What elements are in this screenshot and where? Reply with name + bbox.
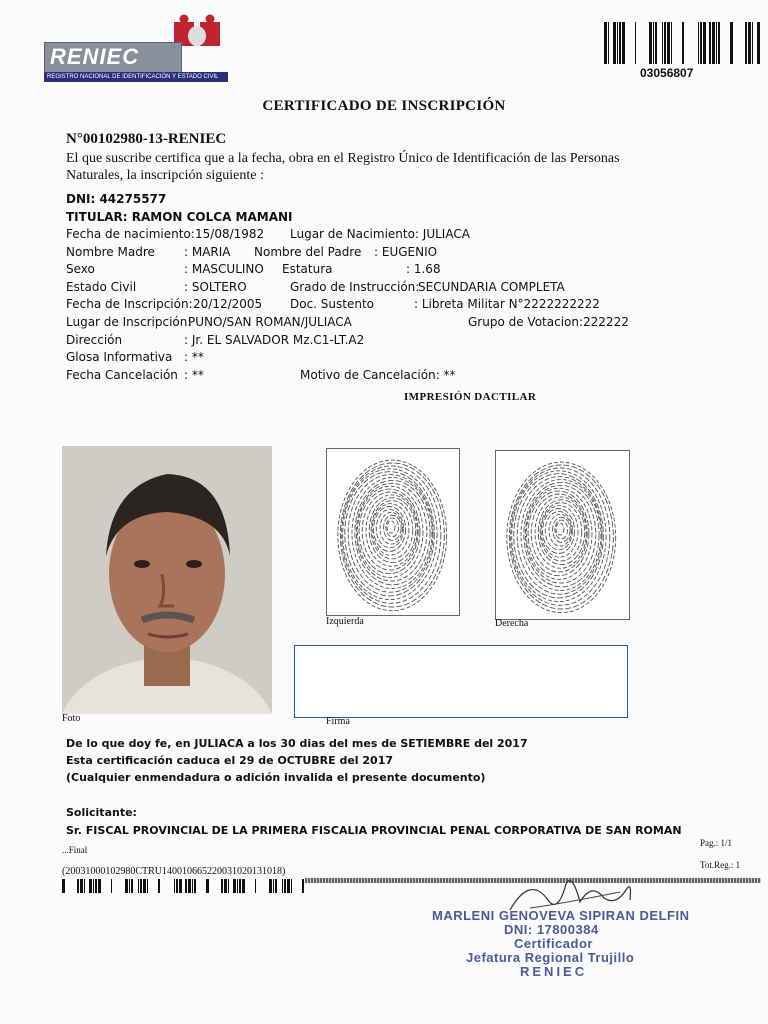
document-title: CERTIFICADO DE INSCRIPCIÓN [262,98,506,114]
declaration-line: De lo que doy fe, en JULIACA a los 30 dias del mes de SETIEMBRE del 2017 [66,737,528,750]
validity-note: (Cualquier enmendadura o adición invalida el presente documento) [66,771,486,784]
expiration-line: Esta certificación caduca el 29 de OCTUBRE del 2017 [66,754,394,767]
sexo-value: : MASCULINO [184,262,264,276]
fingerprint-left-icon [327,449,459,615]
total-records: Tot.Reg.: 1 [700,860,741,870]
final-marker: ...Final [62,845,88,855]
foto-caption: Foto [62,713,81,724]
derecha-caption: Derecha [495,618,529,629]
dni-field: DNI: 44275577 [66,192,167,206]
stamp-org: RENIEC [520,964,588,979]
direccion-value: : Jr. EL SALVADOR Mz.C1-LT.A2 [184,333,365,347]
intro-text: El que suscribe certifica que a la fecha, obra en el Registro Único de Identificación de las Personas Naturales, la inscripción siguiente : [66,151,620,183]
page-indicator: Pag.: 1/1 [700,838,733,848]
barcode-top [604,22,760,64]
holder-photo [62,446,272,714]
lugar-inscripcion-value: PUNO/SAN ROMAN/JULIACA [188,315,352,329]
estatura-value: : 1.68 [406,262,441,276]
fingerprint-left-box [326,448,460,616]
fecha-nacimiento-label: Fecha de nacimiento: [66,227,195,241]
nombre-madre-label: Nombre Madre [66,245,155,259]
grupo-votacion-field: Grupo de Votacion:222222 [468,315,629,329]
grado-instruccion-label: Grado de Instrucción: [290,280,420,294]
estado-civil-label: Estado Civil [66,280,137,294]
nombre-padre-label: Nombre del Padre [254,245,362,259]
stamp-name: MARLENI GENOVEVA SIPIRAN DELFIN [432,908,690,923]
doc-sustento-label: Doc. Sustento [290,297,375,311]
fingerprint-right-icon [496,451,629,619]
titular-field: TITULAR: RAMON COLCA MAMANI [66,210,293,224]
motivo-cancelacion-field: Motivo de Cancelación: ** [300,368,456,382]
izquierda-caption: Izquierda [326,616,364,627]
glosa-value: : ** [184,350,204,364]
fecha-nacimiento-value: 15/08/1982 [195,227,265,241]
fecha-cancelacion-value: : ** [184,368,204,382]
barcode-number: 03056807 [640,66,694,80]
glosa-label: Glosa Informativa [66,350,173,364]
estado-civil-value: : SOLTERO [184,280,247,294]
impresion-dactilar-heading: IMPRESIÓN DACTILAR [404,391,537,403]
stamp-office: Jefatura Regional Trujillo [466,950,635,965]
fingerprint-right-box [495,450,630,620]
reniec-logo [44,14,228,78]
sexo-label: Sexo [66,262,95,276]
lugar-inscripcion-label: Lugar de Inscripción: [66,315,192,329]
estatura-label: Estatura [282,262,333,276]
solicitante-label: Solicitante: [66,806,137,819]
direccion-label: Dirección [66,333,123,347]
barcode-bottom [62,879,312,893]
portrait-icon [62,446,272,714]
fecha-inscripcion-label: Fecha de Inscripción: [66,297,193,311]
firma-box [294,645,628,718]
fecha-cancelacion-label: Fecha Cancelación [66,368,178,382]
fecha-inscripcion-value: 20/12/2005 [193,297,263,311]
logo-wordmark: RENIEC [50,44,140,69]
lugar-nacimiento-field: Lugar de Nacimiento: JULIACA [290,227,470,241]
solicitante-value: Sr. FISCAL PROVINCIAL DE LA PRIMERA FISCALIA PROVINCIAL PENAL CORPORATIVA DE SAN ROMAN [66,824,682,837]
grado-instruccion-value: SECUNDARIA COMPLETA [418,280,565,294]
stamp-dni: DNI: 17800384 [504,922,599,937]
logo-subtitle: REGISTRO NACIONAL DE IDENTIFICACIÓN Y ESTADO CIVIL [44,72,228,82]
nombre-madre-value: : MARIA [184,245,231,259]
document-code: (20031000102980CTRU140010665220031020131018) [62,866,286,877]
nombre-padre-value: : EUGENIO [374,245,438,259]
certificate-number: N°00102980-13-RENIEC [66,131,227,147]
stamp-role: Certificador [514,936,593,951]
doc-sustento-value: : Libreta Militar N°2222222222 [414,297,600,311]
firma-caption: Firma [326,716,350,727]
